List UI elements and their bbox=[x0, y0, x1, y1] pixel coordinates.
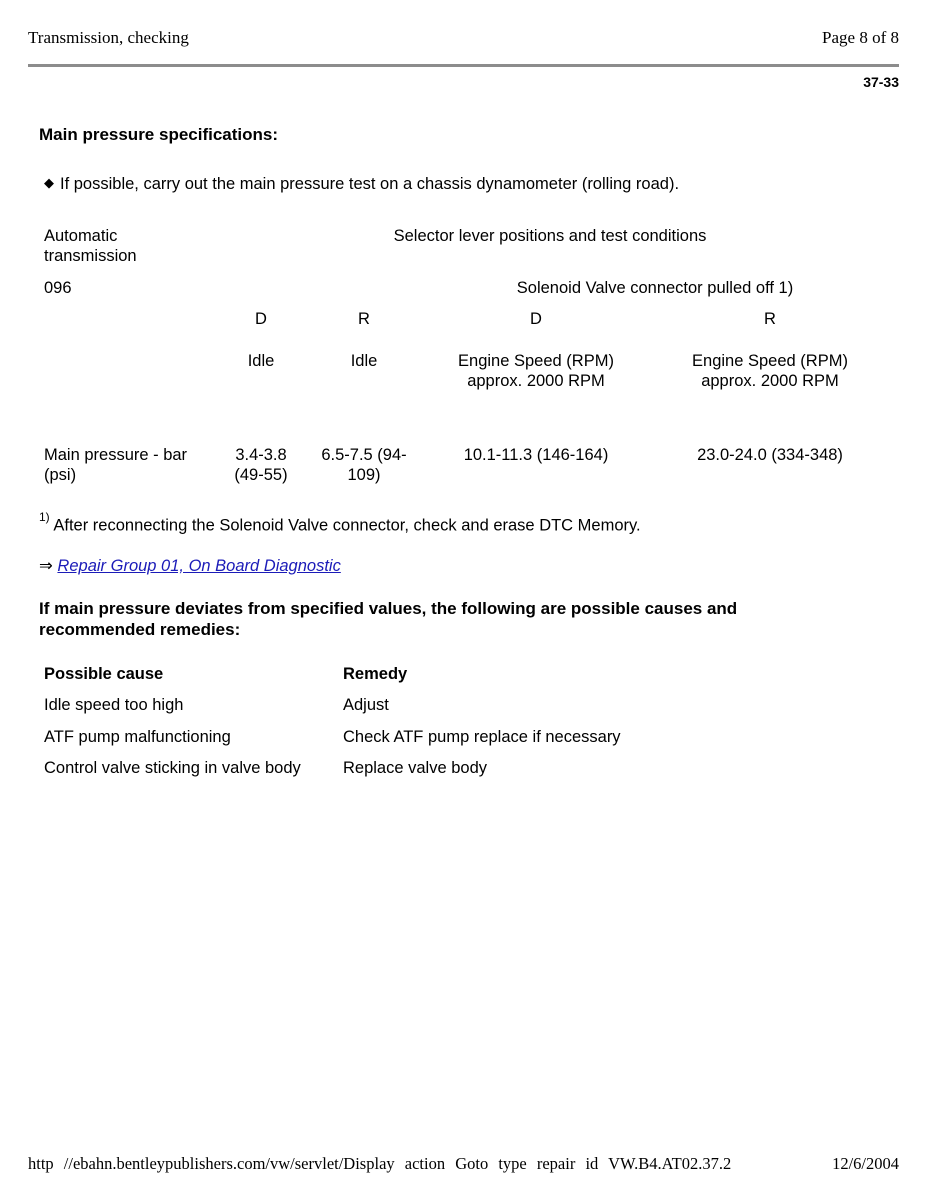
repair-group-link[interactable]: Repair Group 01, On Board Diagnostic bbox=[57, 557, 341, 575]
footnote bbox=[39, 510, 641, 536]
footnote-text: After reconnecting the Solenoid Valve connector, check and erase DTC Memory. bbox=[53, 516, 641, 535]
cause-cell: ATF pump malfunctioning bbox=[44, 728, 231, 746]
remedy-cell: Replace valve body bbox=[343, 759, 488, 777]
row-label-line: (psi) bbox=[44, 466, 77, 484]
document-title: Transmission, checking bbox=[28, 28, 189, 47]
condition-line: approx. 2000 RPM bbox=[467, 372, 605, 390]
spec-header-line: Automatic bbox=[44, 227, 118, 245]
value-line: 3.4-3.8 bbox=[235, 446, 287, 464]
footer-url: http //ebahn.bentleypublishers.com/vw/servlet/Display action Goto type repair id VW.B4.AT02.37.2 bbox=[28, 1154, 732, 1173]
position-cell: D bbox=[255, 310, 267, 328]
row-label-main-pressure bbox=[44, 445, 187, 485]
spec-header-transmission bbox=[44, 226, 137, 266]
value-cell bbox=[314, 445, 414, 485]
condition-cell bbox=[221, 351, 301, 371]
bullet-text: If possible, carry out the main pressure test on a chassis dynamometer (rolling road). bbox=[60, 175, 680, 193]
condition-cell bbox=[314, 351, 414, 371]
main-pressure-heading: Main pressure specifications: bbox=[39, 125, 279, 144]
position-cell: R bbox=[358, 310, 370, 328]
value-line: 10.1-11.3 (146-164) bbox=[463, 446, 609, 464]
spec-header-line: transmission bbox=[44, 247, 137, 265]
position-cell: R bbox=[764, 310, 776, 328]
remedy-cell: Check ATF pump replace if necessary bbox=[343, 728, 621, 746]
bullet-instruction bbox=[44, 175, 679, 194]
footer-date: 12/6/2004 bbox=[832, 1154, 899, 1173]
diamond-bullet-icon: ◆ bbox=[44, 175, 54, 190]
spec-header-conditions: Selector lever positions and test conditions bbox=[393, 227, 707, 245]
deviation-heading: If main pressure deviates from specified values, the following are possible causes and recommended remedies: bbox=[39, 599, 738, 639]
condition-line: Engine Speed (RPM) bbox=[458, 352, 614, 370]
condition-line: Idle bbox=[350, 352, 378, 370]
condition-line: Engine Speed (RPM) bbox=[692, 352, 848, 370]
reference-line bbox=[39, 556, 341, 576]
section-code: 37-33 bbox=[863, 74, 899, 90]
remedy-cell: Adjust bbox=[343, 696, 389, 714]
value-line: 23.0-24.0 (334-348) bbox=[697, 446, 843, 464]
cause-cell: Idle speed too high bbox=[44, 696, 184, 714]
value-cell bbox=[436, 445, 636, 465]
causes-header-remedy: Remedy bbox=[343, 665, 408, 683]
position-cell: D bbox=[530, 310, 542, 328]
header-divider bbox=[28, 64, 899, 67]
spec-solenoid-note: Solenoid Valve connector pulled off 1) bbox=[516, 279, 794, 297]
cause-cell: Control valve sticking in valve body bbox=[44, 759, 301, 777]
page-number: Page 8 of 8 bbox=[822, 28, 899, 47]
value-line: 109) bbox=[347, 466, 381, 484]
value-line: (49-55) bbox=[234, 466, 288, 484]
footnote-marker: 1) bbox=[39, 510, 50, 524]
value-cell bbox=[670, 445, 870, 465]
condition-cell bbox=[670, 351, 870, 391]
value-line: 6.5-7.5 (94- bbox=[321, 446, 407, 464]
condition-cell bbox=[436, 351, 636, 391]
page-header bbox=[28, 28, 899, 50]
causes-header-cause: Possible cause bbox=[44, 665, 164, 683]
spec-model: 096 bbox=[44, 279, 72, 297]
arrow-right-icon: ⇒ bbox=[39, 557, 53, 575]
condition-line: approx. 2000 RPM bbox=[701, 372, 839, 390]
value-cell bbox=[221, 445, 301, 485]
condition-line: Idle bbox=[247, 352, 275, 370]
row-label-line: Main pressure - bar bbox=[44, 446, 188, 464]
